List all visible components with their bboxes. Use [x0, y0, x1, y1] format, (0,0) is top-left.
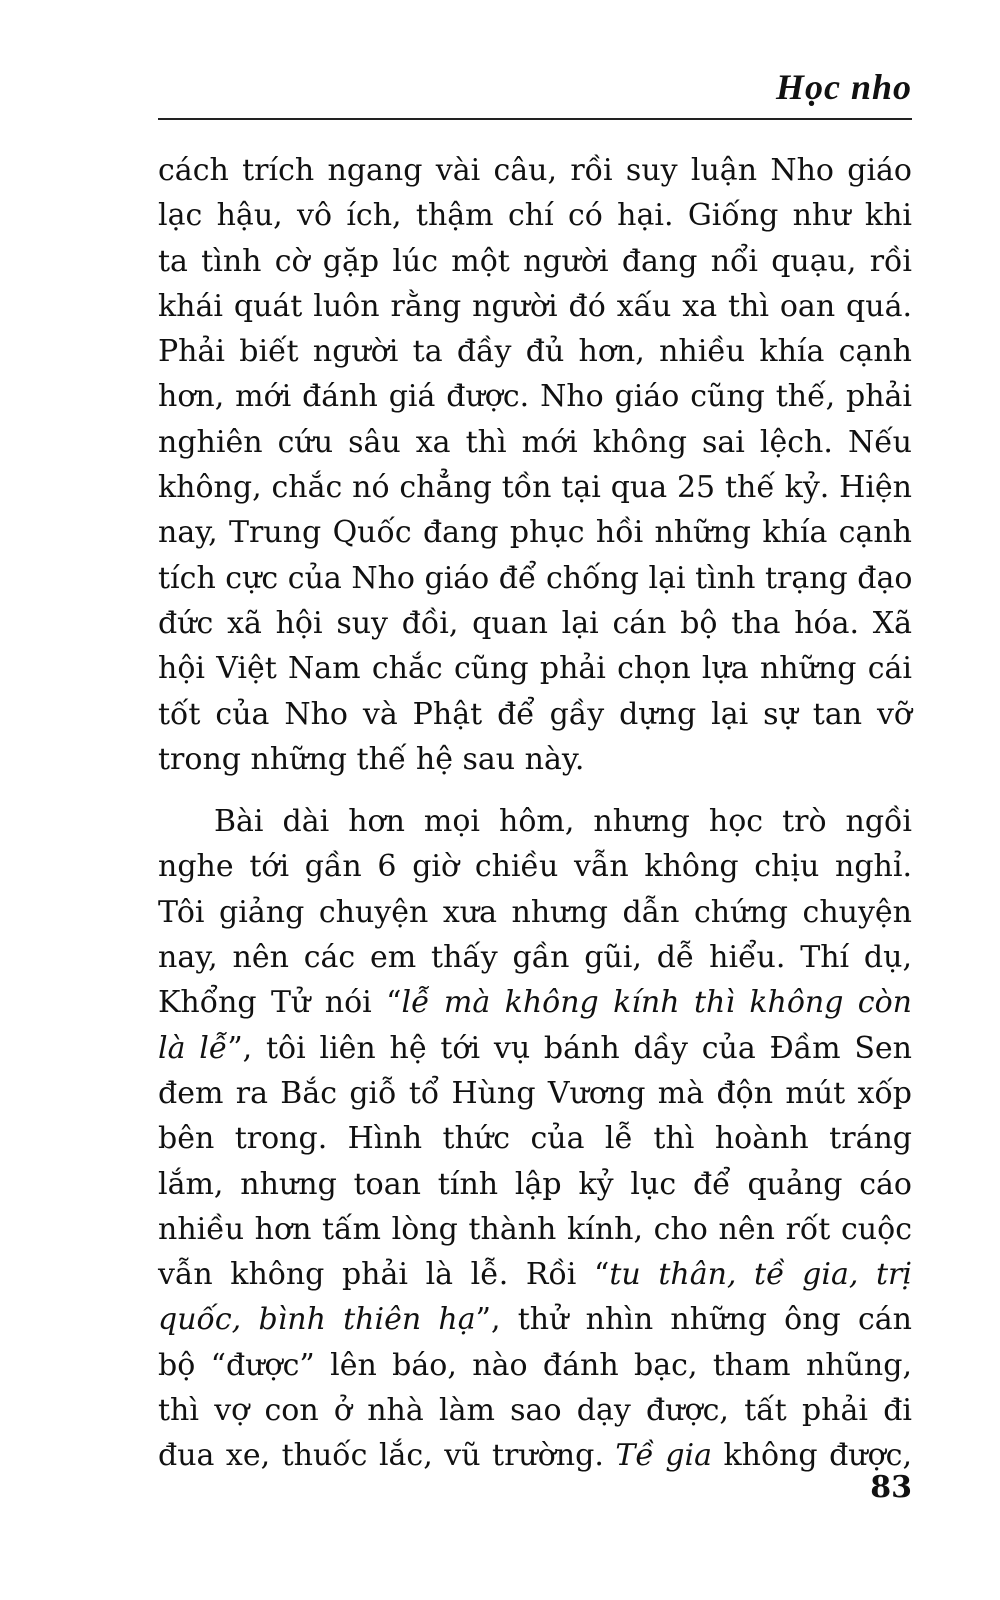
- text-line: thì vợ con ở nhà làm sao dạy được, tất phải đi: [158, 1393, 912, 1429]
- paragraph-spacer: [158, 782, 912, 799]
- text-line: [158, 1252, 912, 1297]
- body-text: [158, 148, 912, 1479]
- text-line: nhiều hơn tấm lòng thành kính, cho nên rốt cuộc: [158, 1211, 912, 1247]
- text-line: nghe tới gần 6 giờ chiều vẫn không chịu nghỉ.: [158, 849, 912, 885]
- text-run: Khổng Tử nói “: [158, 985, 402, 1021]
- text-run: đua xe, thuốc lắc, vũ trường.: [158, 1438, 616, 1474]
- text-run: ”, thử nhìn những ông cán: [475, 1302, 912, 1338]
- paragraph-1: [158, 148, 912, 782]
- text-line: [158, 1297, 912, 1342]
- text-line: [158, 1026, 912, 1071]
- text-line: nay, Trung Quốc đang phục hồi những khía cạnh: [158, 515, 912, 551]
- header-divider: [158, 118, 912, 120]
- text-line: khái quát luôn rằng người đó xấu xa thì oan quá.: [158, 288, 912, 324]
- text-line: nghiên cứu sâu xa thì mới không sai lệch. Nếu: [158, 424, 912, 460]
- text-line: [158, 1433, 912, 1478]
- text-line: nay, nên các em thấy gần gũi, dễ hiểu. Thí dụ,: [158, 940, 912, 976]
- text-run: không được,: [712, 1438, 913, 1474]
- text-line: lắm, nhưng toan tính lập kỷ lục để quảng cáo: [158, 1166, 912, 1202]
- page-number: 83: [870, 1470, 912, 1505]
- text-line: bộ “được” lên báo, nào đánh bạc, tham nhũng,: [158, 1347, 912, 1383]
- quotation-italic: lễ mà không kính thì không còn: [401, 985, 912, 1021]
- text-line: đem ra Bắc giỗ tổ Hùng Vương mà độn mút xốp: [158, 1075, 912, 1111]
- text-line: Bài dài hơn mọi hôm, nhưng học trò ngồi: [214, 804, 912, 840]
- text-line: hơn, mới đánh giá được. Nho giáo cũng thế, phải: [158, 379, 912, 415]
- text-line: Tôi giảng chuyện xưa nhưng dẫn chứng chuyện: [158, 894, 912, 930]
- running-header-title: Học nho: [775, 67, 912, 107]
- text-line: bên trong. Hình thức của lễ thì hoành tráng: [158, 1121, 912, 1157]
- quotation-italic: là lễ: [158, 1030, 228, 1066]
- text-line: tốt của Nho và Phật để gầy dựng lại sự tan vỡ: [158, 696, 912, 732]
- text-line: ta tình cờ gặp lúc một người đang nổi quạu, rồi: [158, 243, 912, 279]
- quotation-italic: tu thân, tề gia, trị: [609, 1257, 912, 1293]
- text-line: lạc hậu, vô ích, thậm chí có hại. Giống như khi: [158, 198, 912, 234]
- text-line: tích cực của Nho giáo để chống lại tình trạng đạo: [158, 560, 913, 596]
- text-line: trong những thế hệ sau này.: [158, 741, 585, 777]
- emphasis-italic: Tề gia: [615, 1438, 713, 1474]
- text-line: [158, 980, 912, 1025]
- text-run: vẫn không phải là lễ. Rồi “: [158, 1257, 610, 1293]
- text-line: Phải biết người ta đầy đủ hơn, nhiều khía cạnh: [158, 334, 912, 370]
- text-line: hội Việt Nam chắc cũng phải chọn lựa những cái: [158, 651, 912, 687]
- text-line: đức xã hội suy đồi, quan lại cán bộ tha hóa. Xã: [158, 605, 912, 641]
- text-line: cách trích ngang vài câu, rồi suy luận Nho giáo: [158, 153, 912, 188]
- quotation-italic: quốc, bình thiên hạ: [158, 1302, 476, 1338]
- text-run: ”, tôi liên hệ tới vụ bánh dầy của Đầm Sen: [227, 1030, 913, 1066]
- paragraph-2: [158, 799, 912, 1478]
- text-line: không, chắc nó chẳng tồn tại qua 25 thế kỷ. Hiện: [158, 470, 912, 506]
